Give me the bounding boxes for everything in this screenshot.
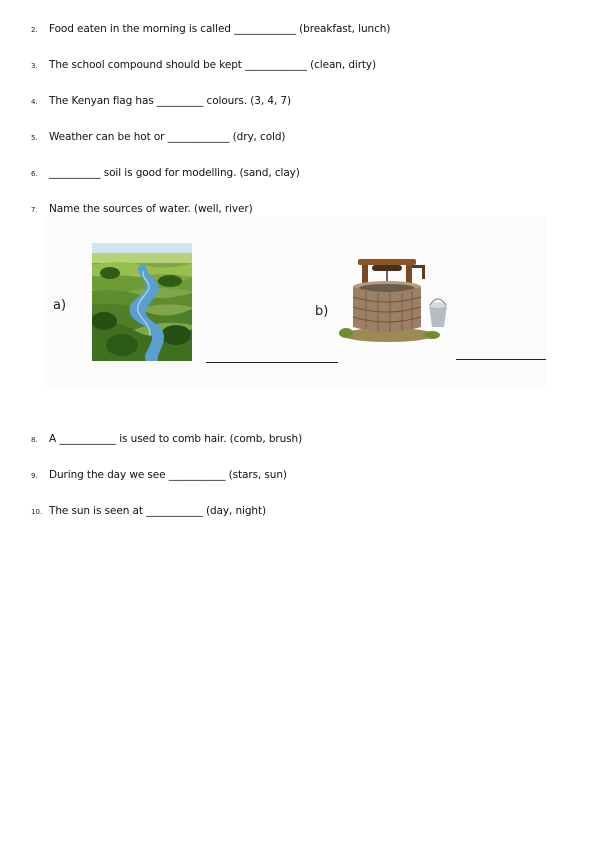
question-text: __________ soil is good for modelling. (sand, clay): [49, 167, 300, 179]
question-number: 3.: [31, 62, 38, 70]
question-text: During the day we see ___________ (stars, sun): [49, 469, 287, 481]
question-text: Food eaten in the morning is called ____________ (breakfast, lunch): [49, 23, 391, 35]
well-image: [336, 253, 454, 349]
question-text: The Kenyan flag has _________ colours. (3, 4, 7): [49, 95, 291, 107]
answer-line-a: [206, 362, 338, 363]
river-image: [92, 243, 192, 361]
question-9: [0, 468, 595, 484]
question-7: [0, 202, 595, 218]
question-number: 7.: [31, 206, 38, 214]
question-8: [0, 432, 595, 448]
question-2: [0, 22, 595, 38]
question-text: The sun is seen at ___________ (day, night): [49, 505, 266, 517]
label-b: b): [315, 304, 329, 319]
answer-line-b: [456, 359, 546, 360]
question-text: The school compound should be kept ____________ (clean, dirty): [49, 59, 377, 71]
question-5: [0, 130, 595, 146]
question-number: 5.: [31, 134, 38, 142]
question-3: [0, 58, 595, 74]
question-number: 10.: [31, 508, 43, 516]
question-number: 2.: [31, 26, 38, 34]
question-number: 9.: [31, 472, 38, 480]
question-text: Name the sources of water. (well, river): [49, 203, 253, 215]
question-text: Weather can be hot or ____________ (dry, cold): [49, 131, 286, 143]
question-6: [0, 166, 595, 182]
question-number: 8.: [31, 436, 38, 444]
question-10: [0, 504, 595, 520]
question-4: [0, 94, 595, 110]
question-number: 6.: [31, 170, 38, 178]
question-number: 4.: [31, 98, 38, 106]
question-text: A ___________ is used to comb hair. (comb, brush): [49, 433, 303, 445]
label-a: a): [53, 298, 67, 313]
